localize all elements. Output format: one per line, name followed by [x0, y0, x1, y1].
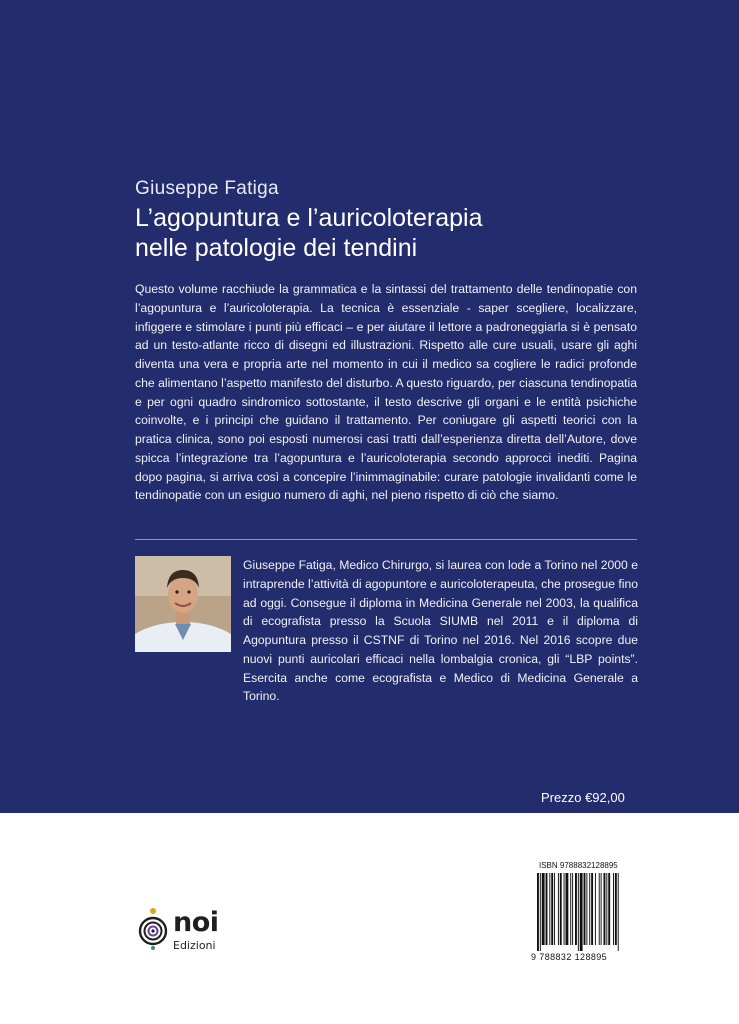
publisher-logo: [137, 905, 257, 957]
isbn-label: ISBN 9788832128895: [539, 861, 618, 870]
author-name: Giuseppe Fatiga: [135, 178, 279, 199]
synopsis-text: Questo volume racchiude la grammatica e la sintassi del trattamento delle tendinopatie con l’agopuntura e l’auricoloterapia. La tecnica è essenziale - saper scegliere, localizzare, infiggere e stimolare i punti più efficaci – e per aiutare il lettore a padroneggiarla si è pensato ad un testo-atlante ricco di disegni ed illustrazioni. Rispetto alle cure usuali, usare gli aghi diventa una vera e propria arte nel momento in cui il medico sa cogliere le radici profonde che alimentano l’aspetto manifesto del disturbo. A questo riguardo, per ciascuna tendinopatia e per ogni quadro sindromico sottostante, il testo descrive gli organi e le entità psichiche coinvolte, e i principi che guidano il trattamento. Per coniugare gli aspetti teorici con la pratica clinica, sono poi esposti numerosi casi tratti dall’esperienza diretta dell’Autore, dove spicca l’integrazione tra l’agopuntura e l’auricoloterapia secondo approcci inediti. Pagina dopo pagina, si arriva così a concepire l’inimmaginabile: curare patologie invalidanti come le tendinopatie con un esiguo numero di aghi, nel pieno rispetto di ciò che siamo.: [135, 282, 637, 503]
publisher-subtitle: Edizioni: [173, 939, 216, 952]
price-label: Prezzo €92,00: [541, 790, 625, 805]
book-title-line-2: nelle patologie dei tendini: [135, 234, 418, 262]
book-title: [135, 203, 482, 263]
author-photo: [135, 556, 231, 652]
section-divider: [135, 539, 637, 540]
isbn-barcode: [531, 860, 641, 967]
barcode-digits: 9 788832 128895: [531, 952, 608, 962]
book-title-line-1: L’agopuntura e l’auricoloterapia: [135, 204, 483, 232]
publisher-name: noi: [173, 907, 219, 938]
barcode-icon: [535, 873, 637, 951]
publisher-spiral-logo-icon: [137, 907, 169, 951]
author-bio: Giuseppe Fatiga, Medico Chirurgo, si laurea con lode a Torino nel 2000 e intraprende l’attività di agopuntore e auricoloterapeuta, che prosegue fino ad oggi. Consegue il diploma in Medicina Generale nel 2003, la qualifica di ecografista presso la Scuola SIUMB nel 2011 e il diploma di Agopuntura presso il CSTNF di Torino nel 2016. Nel 2016 scopre due nuovi punti auricolari efficaci nella lombalgia cronica, gli “LBP points”. Esercita anche come ecografista e Medico di Medicina Generale a Torino.: [243, 558, 639, 704]
